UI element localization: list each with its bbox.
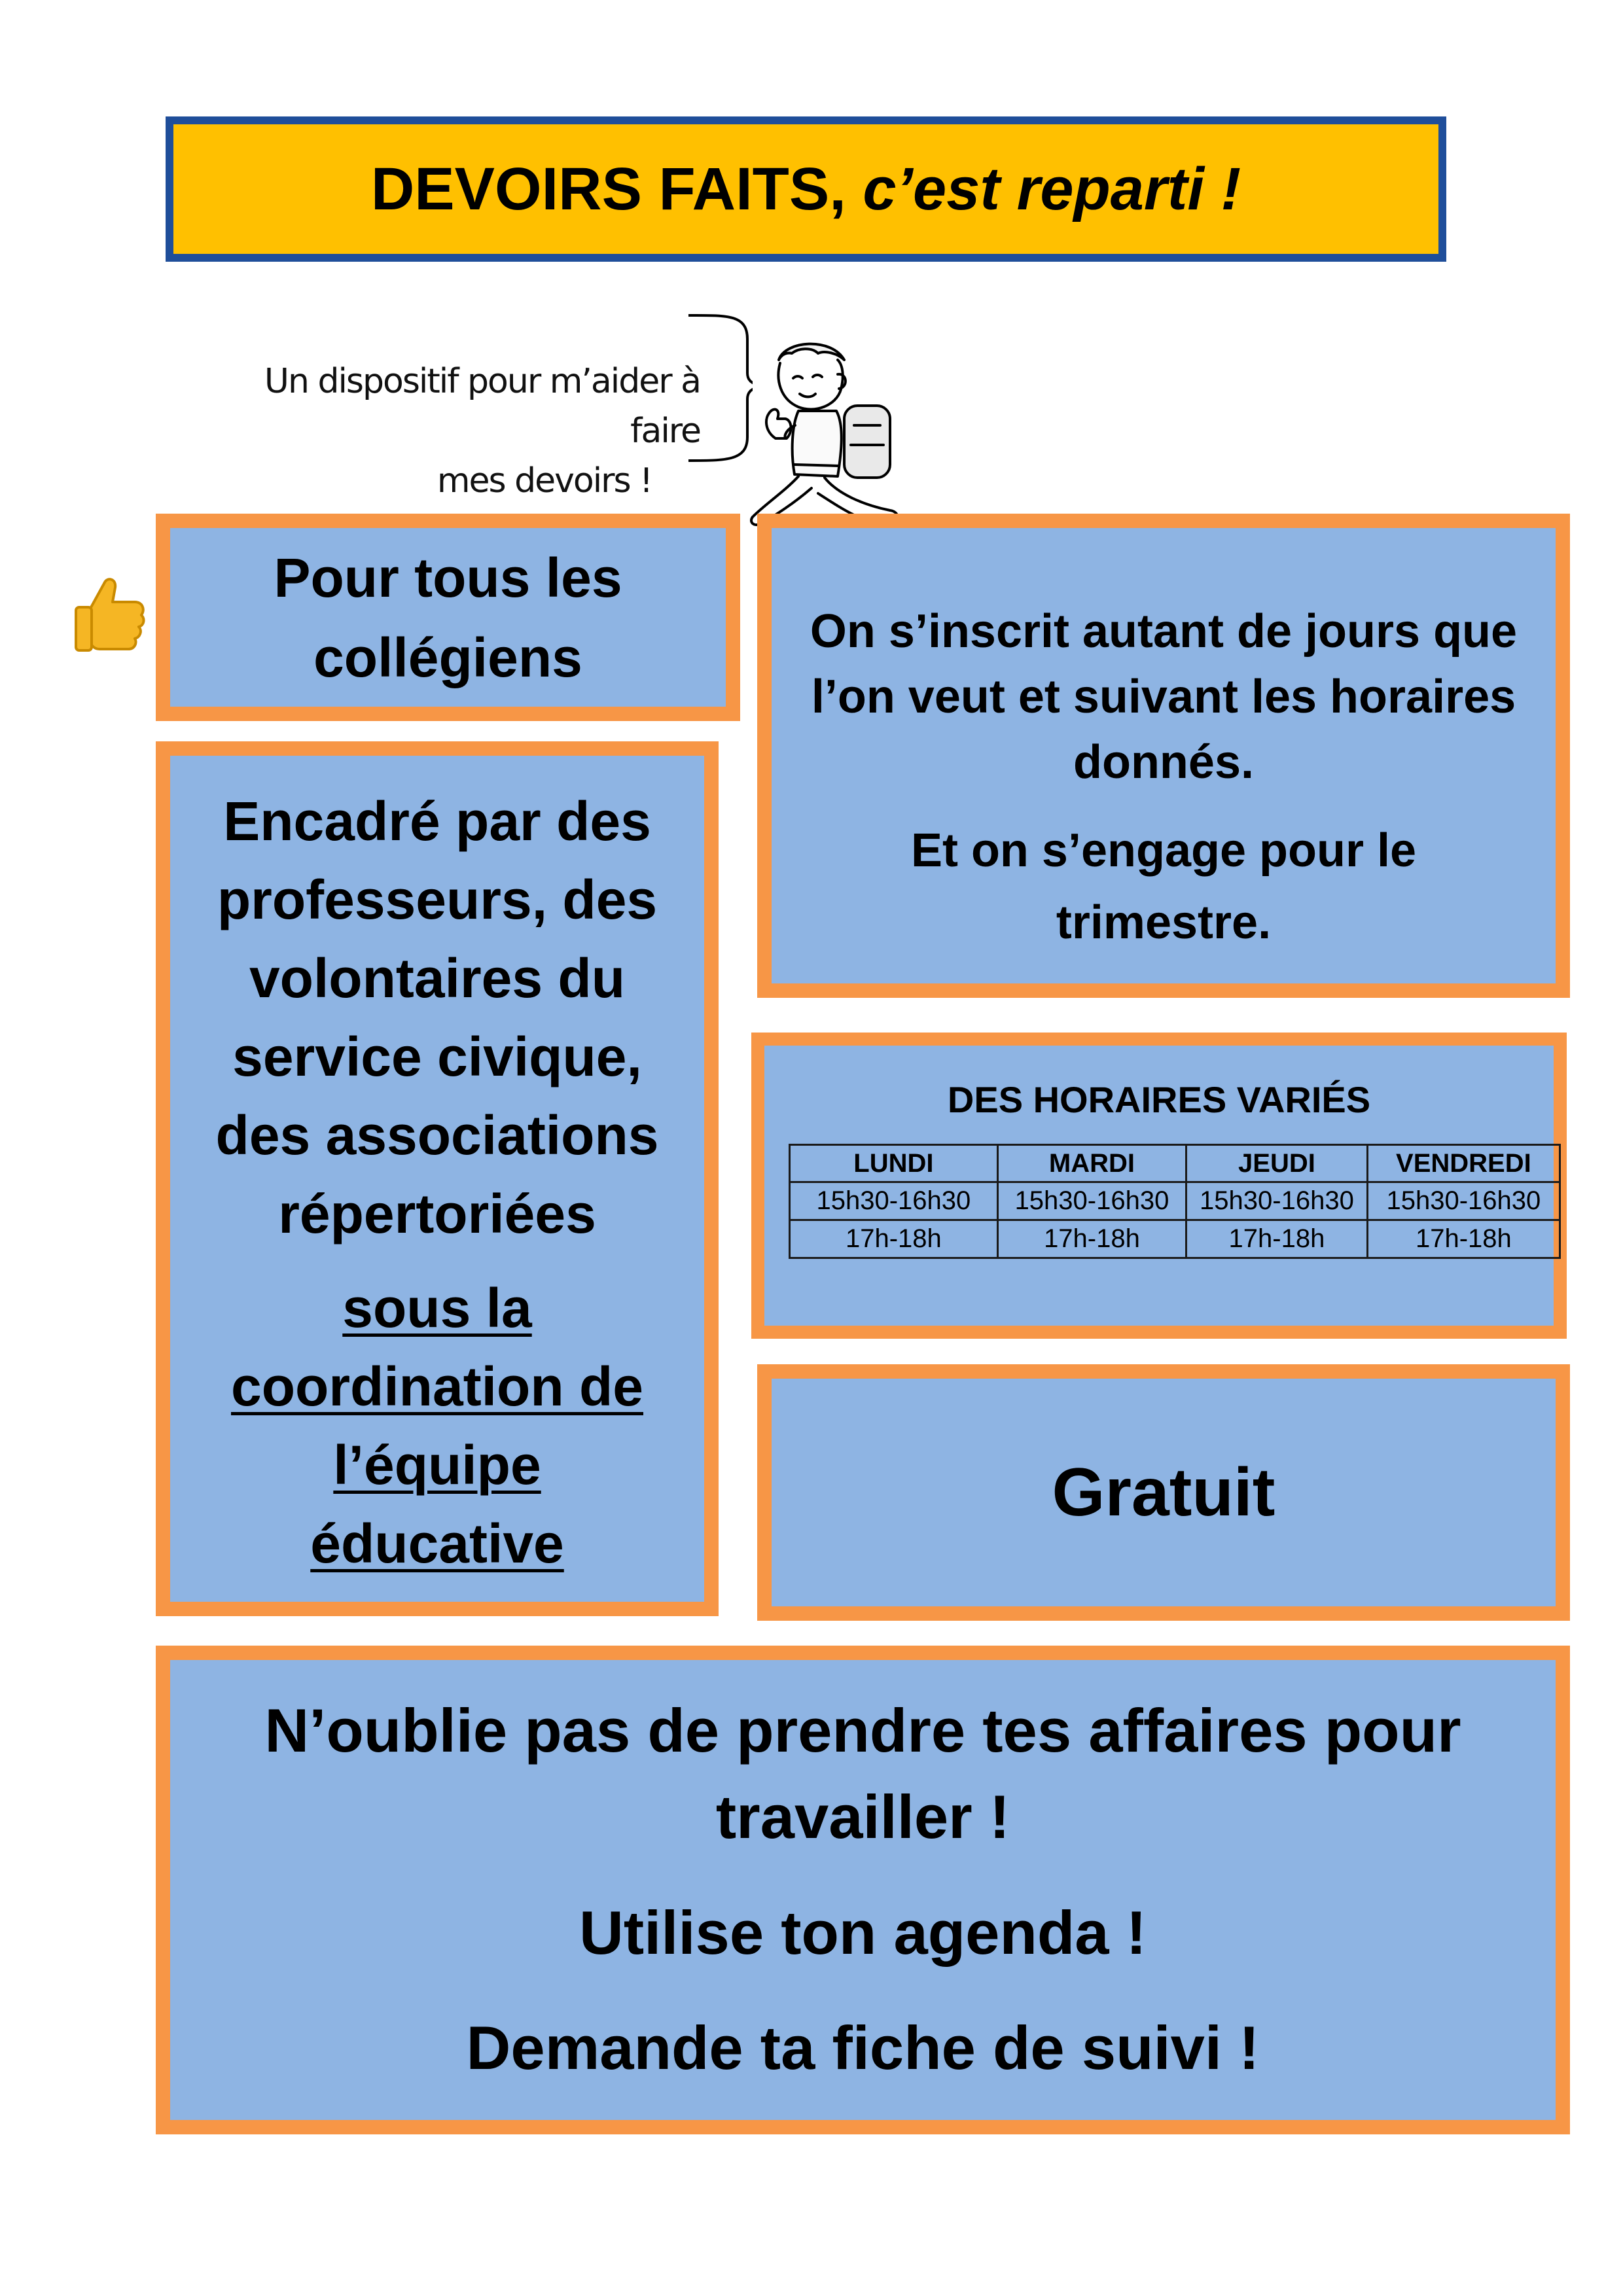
column-header-vendredi: VENDREDI [1367, 1145, 1560, 1182]
reminder-line-3: Utilise ton agenda ! [579, 1898, 1147, 1967]
audience-line-1: Pour tous les [274, 546, 622, 609]
hours-table [789, 1144, 1561, 1259]
audience-box [156, 514, 740, 721]
column-header-mardi: MARDI [997, 1145, 1186, 1182]
coordination-line: éducative [310, 1513, 564, 1574]
supervision-box [156, 741, 719, 1616]
table-cell: 15h30-16h30 [1367, 1182, 1560, 1220]
supervision-line: volontaires du [249, 947, 626, 1009]
supervision-line: professeurs, des [217, 869, 658, 930]
intro-text [190, 357, 700, 506]
table-cell: 17h-18h [1367, 1220, 1560, 1258]
intro-line-2: mes devoirs ! [437, 461, 652, 501]
supervision-line: service civique, [232, 1026, 642, 1087]
thumbs-up-icon [71, 569, 149, 654]
page-title [371, 155, 1241, 224]
reminder-box [156, 1646, 1570, 2134]
table-cell: 17h-18h [997, 1220, 1186, 1258]
signup-paragraph-1 [772, 599, 1556, 795]
hours-box [751, 1033, 1567, 1339]
signup-line-1: On s’inscrit autant de jours que [810, 605, 1518, 658]
signup-line-2: l’on veut et suivant les horaires [811, 671, 1516, 723]
schoolboy-illustration [740, 334, 929, 530]
signup-line-5: trimestre. [1056, 896, 1272, 949]
signup-line-3: donnés. [1073, 736, 1254, 788]
signup-paragraph-2 [772, 815, 1556, 959]
reminder-line-4: Demande ta fiche de suivi ! [466, 2013, 1260, 2082]
table-row [790, 1182, 1560, 1220]
table-cell: 15h30-16h30 [1186, 1182, 1368, 1220]
title-banner [166, 116, 1446, 262]
signup-box [757, 514, 1570, 998]
coordination-line: sous la [342, 1277, 532, 1339]
title-main: DEVOIRS FAITS, [370, 155, 846, 222]
free-box [757, 1364, 1570, 1621]
table-cell: 17h-18h [790, 1220, 998, 1258]
supervision-text [170, 782, 704, 1253]
column-header-lundi: LUNDI [790, 1145, 998, 1182]
table-cell: 17h-18h [1186, 1220, 1368, 1258]
hours-title: DES HORAIRES VARIÉS [947, 1079, 1371, 1120]
table-cell: 15h30-16h30 [790, 1182, 998, 1220]
signup-line-4: Et on s’engage pour le [910, 824, 1417, 877]
audience-text [274, 538, 622, 698]
coordination-line: coordination de [231, 1356, 643, 1417]
table-header-row [790, 1145, 1560, 1182]
column-header-jeudi: JEUDI [1186, 1145, 1368, 1182]
supervision-line: des associations [215, 1104, 659, 1166]
table-cell: 15h30-16h30 [997, 1182, 1186, 1220]
supervision-line: répertoriées [278, 1183, 596, 1245]
coordination-text [170, 1269, 704, 1583]
intro-line-1: Un dispositif pour m’aider à faire [264, 362, 700, 451]
reminder-line-1: N’oublie pas de prendre tes affaires pour [264, 1696, 1461, 1765]
free-label: Gratuit [1052, 1454, 1275, 1530]
coordination-line: l’équipe [333, 1434, 541, 1496]
reminder-paragraph-1 [170, 1687, 1556, 1860]
audience-line-2: collégiens [313, 626, 582, 688]
table-row [790, 1220, 1560, 1258]
supervision-line: Encadré par des [223, 790, 651, 852]
title-italic: c’est reparti ! [863, 155, 1241, 222]
reminder-line-2: travailler ! [715, 1782, 1010, 1851]
